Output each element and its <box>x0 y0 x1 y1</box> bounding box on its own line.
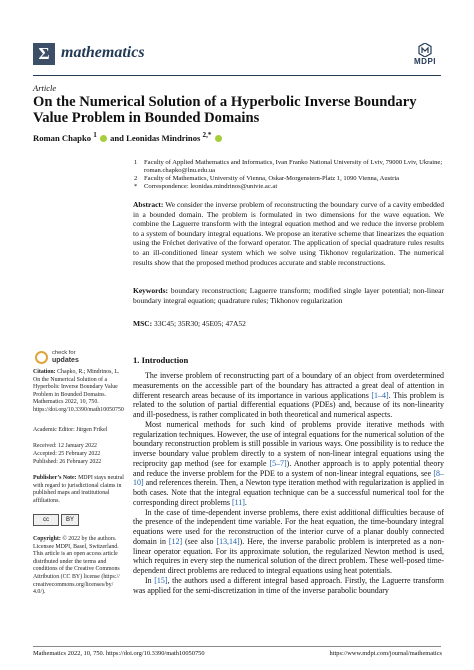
publisher-note-text: MDPI stays neutral with regard to jurisdictional claims in published maps and institutional affiliations. <box>33 475 124 504</box>
article-type: Article <box>33 83 57 93</box>
author-name[interactable]: Leonidas Mindrinos <box>126 132 201 143</box>
paragraph: In the case of time-dependent inverse problems, there exist additional difficulties because of the presence of the independent time variable. For the heat equation, the time-boundary integral equations were used for the reconstruction of the interior curve of a planar doubly connected domain in [12] (see also [13,14]). Here, the inverse parabolic problem is interpreted as a non-linear operator equation. For its approximate solution, the regularized Newton method is used, which requires in every step the numerical solution of the direct problem. These well-posed time-dependent direct problems are reduced to integral equations using heat potentials. <box>133 507 444 575</box>
paragraph: The inverse problem of reconstructing part of a boundary of an object from overdetermined measurements on the accessible part of the boundary has attracted a great deal of attention in different research areas because of its importance in various applications [1–4]. This problem is related to the solution of partial differential equations (PDEs) and, because of its non-linearity and ill-posedness, is rather complicated in both theoretical and numerical aspects. <box>133 371 445 419</box>
author-list <box>33 131 223 143</box>
published-date: Published: 26 February 2022 <box>33 459 102 465</box>
journal-name: mathematics <box>61 44 145 61</box>
journal-logo: Σ <box>33 43 55 65</box>
citation-link[interactable]: [1–4] <box>371 390 389 400</box>
footer-citation[interactable]: Mathematics 2022, 10, 750. https://doi.org/10.3390/math10050750 <box>33 650 205 657</box>
check-updates-label[interactable]: check for updates <box>52 350 79 364</box>
academic-editor: Academic Editor: Jürgen Frikel <box>33 427 108 433</box>
paragraph: In [15], the authors used a different integral based approach. Firstly, the Laguerre transform was applied for the semi-discretization in time of the inverse parabolic boundary <box>133 575 444 595</box>
msc-text: 33C45; 35R30; 45E05; 47A52 <box>154 319 246 328</box>
citation-link[interactable]: [12] <box>168 536 183 546</box>
copyright-text: © 2022 by the authors. Licensee MDPI, Basel, Switzerland. This article is an open access article distributed under the terms and conditions of the Creative Commons Attribution (CC BY) license (https:// creativecommons.org/licenses/by/ 4.0/). <box>33 536 120 596</box>
author-conjunction: and <box>110 132 124 143</box>
abstract-text: We consider the inverse problem of reconstructing the boundary curve of a cavity embedded in a bounded domain. The problem is formulated in two dimensions for the wave equation. We combine the Laguerre transform with the integral equation method and we reduce the inverse problem to a system of boundary integral equations. We propose an iterative scheme that linearizes the equation using the Fréchet derivative of the forward operator. The application of special quadrature rules results to an ill-conditioned linear system which we solve using Tikhonov regularization. The numerical results show that the proposed method produces accurate and stable reconstructions. <box>133 200 444 267</box>
received-date: Received: 12 January 2022 <box>33 443 97 449</box>
check-updates-icon[interactable] <box>35 351 48 364</box>
cc-license-icon[interactable]: cc <box>33 514 59 526</box>
publisher-note <box>33 475 125 505</box>
footer-divider <box>33 646 441 647</box>
publisher-name: MDPI <box>414 57 436 66</box>
author-affiliation-mark: 2,* <box>202 131 212 139</box>
introduction-body <box>133 371 444 595</box>
footer-journal-link[interactable]: https://www.mdpi.com/journal/mathematics <box>329 650 442 657</box>
article-title: On the Numerical Solution of a Hyperbolic Inverse Boundary Value Problem in Bounded Domains <box>33 94 417 126</box>
citation-link[interactable]: [15] <box>154 575 168 585</box>
publisher-note-label: Publisher’s Note: <box>33 475 77 481</box>
orcid-icon[interactable] <box>100 135 107 142</box>
abstract <box>133 200 444 267</box>
author-name[interactable]: Roman Chapko <box>33 132 92 143</box>
citation-label: Citation: <box>33 369 56 375</box>
by-license-icon[interactable]: BY <box>61 514 79 526</box>
paragraph: Most numerical methods for such kind of problems provide iterative methods with regularization techniques. However, the use of integral equations for the numerical solution of the boundary reconstruction problem is still possible in various ways. One possibility is to reduce the inverse boundary value problem directly to a system of non-linear integral equations using the reciprocity gap method (see for example [5–7]). Another approach is to apply potential theory and reduce the inverse problem for the PDE to a system of non-linear integral equations, see [8–10] and references therein. Then, a Newton type iteration method with regularization is applied in both cases. Note that the integral equation technique can be a successful numerical tool for the corresponding direct problems [11]. <box>133 419 444 507</box>
keywords-label: Keywords: <box>133 286 168 295</box>
orcid-icon[interactable] <box>215 135 222 142</box>
msc-codes <box>133 319 246 328</box>
affiliations <box>134 159 444 191</box>
keywords <box>133 286 444 305</box>
msc-label: MSC: <box>133 319 153 328</box>
header-divider <box>33 75 441 76</box>
citation <box>33 369 125 415</box>
author-affiliation-mark: 1 <box>93 131 97 139</box>
copyright <box>33 536 125 597</box>
copyright-label: Copyright: <box>33 536 61 542</box>
affiliation: 2 Faculty of Mathematics, University of Vienna, Oskar-Morgenstern-Platz 1, 1090 Vienna, Austria <box>134 175 400 182</box>
abstract-label: Abstract: <box>133 200 164 209</box>
affiliation: 1 Faculty of Applied Mathematics and Informatics, Ivan Franko National University of Lviv, 79000 Lviv, Ukraine; roman.chapko@lnu.edu.ua <box>134 159 443 174</box>
mdpi-logo-icon <box>418 43 432 57</box>
citation-link[interactable]: [11] <box>231 497 245 507</box>
citation-link[interactable]: [5–7] <box>269 458 287 468</box>
correspondence: * Correspondence: leonidas.mindrinos@univie.ac.at <box>134 183 278 190</box>
citation-text: Chapko, R.; Mindrinos, L. On the Numerical Solution of a Hyperbolic Inverse Boundary Value Problem in Bounded Domains. Mathematics 2022, 10, 750. https://doi.org/10.3390/math10050750 <box>33 369 124 413</box>
citation-link[interactable]: [13,14] <box>216 536 240 546</box>
accepted-date: Accepted: 25 February 2022 <box>33 451 101 457</box>
citation-link[interactable]: [8–10] <box>133 468 444 488</box>
section-heading: 1. Introduction <box>133 355 189 365</box>
keywords-text: boundary reconstruction; Laguerre transform; modified single layer potential; non-linear boundary integral equation; quadrature rules; Tikhonov regularization <box>133 286 445 305</box>
